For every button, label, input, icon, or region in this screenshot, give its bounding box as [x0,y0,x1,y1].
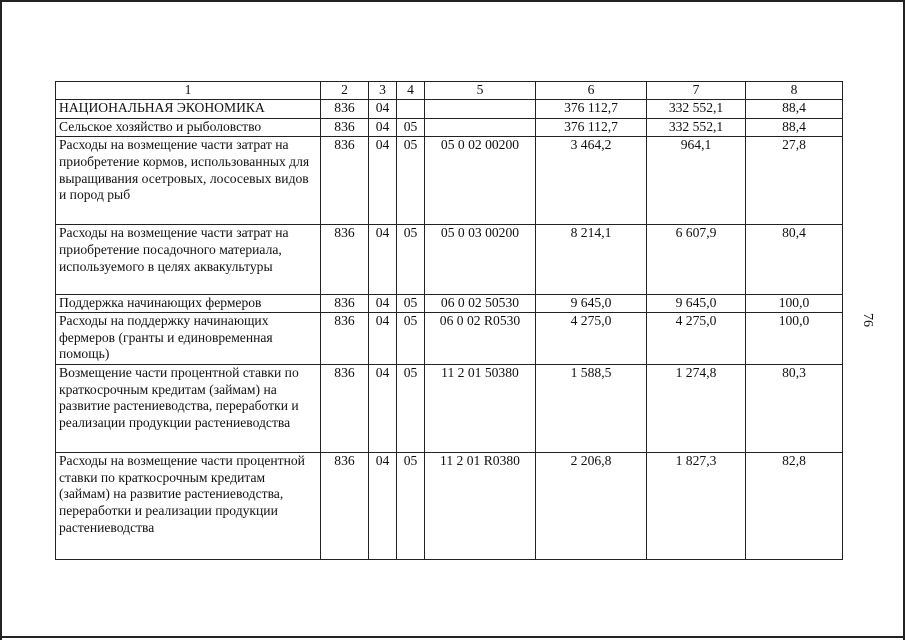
cell-section: 04 [369,312,397,364]
cell-subsection: 05 [397,364,425,452]
cell-executed: 1 827,3 [647,452,746,559]
row-name: Расходы на возмещение части затрат на приобретение кормов, использованных для выращивания осетровых, лососевых видов и пород рыб [56,137,321,225]
cell-target-article: 11 2 01 R0380 [425,452,536,559]
cell-section: 04 [369,100,397,119]
table-row [56,295,843,313]
cell-target-article: 05 0 03 00200 [425,225,536,295]
cell-executed: 4 275,0 [647,312,746,364]
budget-table [55,81,843,560]
header-cell: 4 [397,82,425,100]
cell-planned: 376 112,7 [536,119,647,137]
cell-percent: 27,8 [746,137,843,225]
scan-border-left [0,0,2,640]
row-name: Возмещение части процентной ставки по краткосрочным кредитам (займам) на развитие растениеводства, переработки и реализации продукции растениеводства [56,364,321,452]
cell-percent: 88,4 [746,100,843,119]
cell-percent: 100,0 [746,295,843,313]
cell-target-article [425,100,536,119]
cell-subsection [397,100,425,119]
cell-section: 04 [369,364,397,452]
row-name: Поддержка начинающих фермеров [56,295,321,313]
table-row [56,119,843,137]
cell-percent: 82,8 [746,452,843,559]
cell-target-article: 06 0 02 R0530 [425,312,536,364]
table-row [56,100,843,119]
header-cell: 2 [321,82,369,100]
cell-planned: 8 214,1 [536,225,647,295]
scan-border-top [0,0,905,2]
table-row [56,225,843,295]
cell-section: 04 [369,452,397,559]
cell-subsection: 05 [397,225,425,295]
cell-executed: 6 607,9 [647,225,746,295]
cell-section: 04 [369,119,397,137]
header-cell: 8 [746,82,843,100]
cell-executed: 9 645,0 [647,295,746,313]
scan-border-bottom [0,636,905,638]
cell-ministry: 836 [321,295,369,313]
cell-executed: 332 552,1 [647,100,746,119]
cell-ministry: 836 [321,119,369,137]
cell-planned: 2 206,8 [536,452,647,559]
row-name: Расходы на возмещение части затрат на приобретение посадочного материала, используемого в целях аквакультуры [56,225,321,295]
row-name: Расходы на поддержку начинающих фермеров (гранты и единовременная помощь) [56,312,321,364]
cell-percent: 80,3 [746,364,843,452]
cell-subsection: 05 [397,452,425,559]
cell-percent: 80,4 [746,225,843,295]
table-row [56,364,843,452]
cell-ministry: 836 [321,100,369,119]
cell-subsection: 05 [397,312,425,364]
header-cell: 7 [647,82,746,100]
row-name: НАЦИОНАЛЬНАЯ ЭКОНОМИКА [56,100,321,119]
cell-ministry: 836 [321,364,369,452]
header-cell: 3 [369,82,397,100]
cell-ministry: 836 [321,452,369,559]
cell-percent: 100,0 [746,312,843,364]
cell-planned: 4 275,0 [536,312,647,364]
table-row [56,137,843,225]
cell-planned: 376 112,7 [536,100,647,119]
cell-planned: 9 645,0 [536,295,647,313]
cell-target-article: 11 2 01 50380 [425,364,536,452]
table-header-row [56,82,843,100]
cell-target-article: 06 0 02 50530 [425,295,536,313]
table-row [56,452,843,559]
cell-target-article: 05 0 02 00200 [425,137,536,225]
cell-target-article [425,119,536,137]
header-cell: 6 [536,82,647,100]
page-number: 76 [860,313,875,327]
cell-section: 04 [369,137,397,225]
header-cell: 5 [425,82,536,100]
cell-executed: 332 552,1 [647,119,746,137]
table-row [56,312,843,364]
cell-percent: 88,4 [746,119,843,137]
cell-executed: 1 274,8 [647,364,746,452]
cell-executed: 964,1 [647,137,746,225]
cell-ministry: 836 [321,137,369,225]
row-name: Расходы на возмещение части процентной ставки по краткосрочным кредитам (займам) на развитие растениеводства, переработки и реализации продукции растениеводства [56,452,321,559]
row-name: Сельское хозяйство и рыболовство [56,119,321,137]
cell-planned: 1 588,5 [536,364,647,452]
cell-ministry: 836 [321,312,369,364]
cell-section: 04 [369,295,397,313]
cell-subsection: 05 [397,137,425,225]
cell-subsection: 05 [397,295,425,313]
cell-ministry: 836 [321,225,369,295]
cell-planned: 3 464,2 [536,137,647,225]
header-cell: 1 [56,82,321,100]
cell-subsection: 05 [397,119,425,137]
cell-section: 04 [369,225,397,295]
